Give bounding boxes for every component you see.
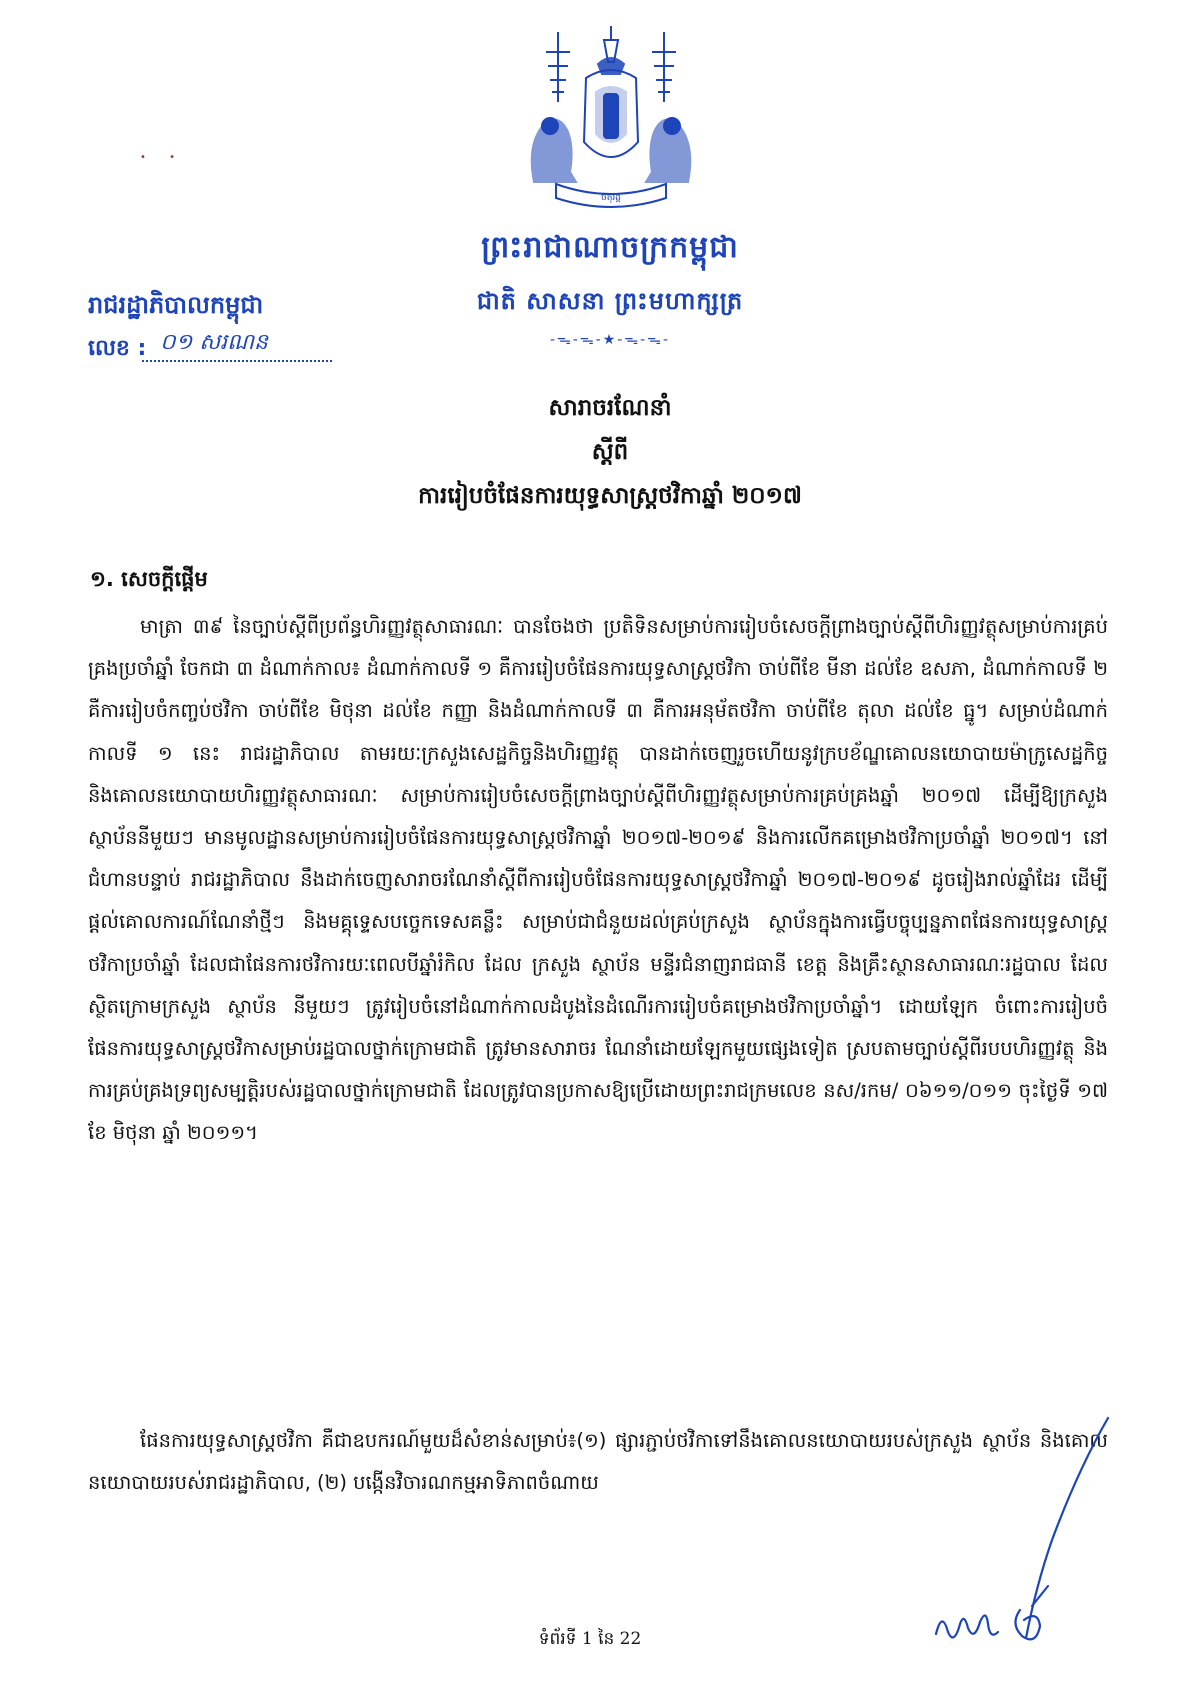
page-number: ទំព័រទី 1 នៃ 22 xyxy=(538,1629,642,1649)
stray-marks: • • xyxy=(140,152,185,163)
signature-icon xyxy=(928,1410,1113,1660)
paragraph: មាត្រា ៣៩ នៃច្បាប់ស្តីពីប្រព័ន្ធហិរញ្ញវត្ថុសាធារណៈ បានចែងថា ប្រតិទិនសម្រាប់ការរៀបចំសេចក្តីព្រាងច្បាប់ស្តីពីហិរញ្ញវត្ថុសម្រាប់ការគ្រប់គ្រងប្រចាំឆ្នាំ ចែកជា ៣ ដំណាក់កាល៖ ដំណាក់កាលទី ១ គឺការរៀបចំផែនការយុទ្ធសាស្ត្រថវិកា ចាប់ពីខែ មីនា ដល់ខែ ឧសភា, ដំណាក់កាលទី ២ គឺការរៀបចំកញ្ចប់ថវិកា ចាប់ពីខែ មិថុនា ដល់ខែ កញ្ញា និងដំណាក់កាលទី ៣ គឺការអនុម័តថវិកា ចាប់ពីខែ តុលា ដល់ខែ ធ្នូ។ សម្រាប់ដំណាក់កាលទី ១ នេះ រាជរដ្ឋាភិបាល តាមរយៈក្រសួងសេដ្ឋកិច្ចនិងហិរញ្ញវត្ថុ បានដាក់ចេញរួចហើយនូវក្របខ័ណ្ឌគោលនយោបាយម៉ាក្រូសេដ្ឋកិច្ច និងគោលនយោបាយហិរញ្ញវត្ថុសាធារណៈ សម្រាប់ការរៀបចំសេចក្តីព្រាងច្បាប់ស្តីពីហិរញ្ញវត្ថុសម្រាប់ការគ្រប់គ្រងឆ្នាំ ២០១៧ ដើម្បីឱ្យក្រសួង ស្ថាប័ននីមួយៗ មានមូលដ្ឋានសម្រាប់ការរៀបចំផែនការយុទ្ធសាស្ត្រថវិកាឆ្នាំ ២០១៧-២០១៩ និងការលើកគម្រោងថវិកាប្រចាំឆ្នាំ ២០១៧។ នៅជំហានបន្ទាប់ រាជរដ្ឋាភិបាល នឹងដាក់ចេញសារាចរណែនាំស្តីពីការរៀបចំផែនការយុទ្ធសាស្ត្រថវិកាឆ្នាំ ២០១៧-២០១៩ ដូចរៀងរាល់ឆ្នាំដែរ ដើម្បីផ្តល់គោលការណ៍ណែនាំថ្មីៗ និងមគ្គុទ្ទេសបច្ចេកទេសគន្លឹះ សម្រាប់ជាជំនួយដល់គ្រប់ក្រសួង ស្ថាប័នក្នុងការធ្វើបច្ចុប្បន្នភាពផែនការយុទ្ធសាស្ត្រថវិកាប្រចាំឆ្នាំ ដែលជាផែនការថវិការយៈពេលបីឆ្នាំរំកិល ដែល ក្រសួង ស្ថាប័ន មន្ទីរជំនាញរាជធានី ខេត្ត និងគ្រឹះស្ថានសាធារណៈរដ្ឋបាល ដែលស្ថិតក្រោមក្រសួង ស្ថាប័ន នីមួយៗ ត្រូវរៀបចំនៅដំណាក់កាលដំបូងនៃដំណើរការរៀបចំគម្រោងថវិកាប្រចាំឆ្នាំ។ ដោយឡែក ចំពោះការរៀបចំផែនការយុទ្ធសាស្ត្រថវិកាសម្រាប់រដ្ឋបាលថ្នាក់ក្រោមជាតិ ត្រូវមានសារាចរ ណែនាំដោយឡែកមួយផ្សេងទៀត ស្របតាមច្បាប់ស្តីពីរបបហិរញ្ញវត្ថុ និងការគ្រប់គ្រងទ្រព្យសម្បត្តិរបស់រដ្ឋបាលថ្នាក់ក្រោមជាតិ ដែលត្រូវបានប្រកាសឱ្យប្រើដោយព្រះរាជក្រមលេខ នស/រកម/ ០៦១១/០១១ ចុះថ្ងៃទី ១៧ ខែ មិថុនា ឆ្នាំ ២០១១។ xyxy=(88,615,1108,1145)
document-subject: ការរៀបចំផែនការយុទ្ធសាស្ត្រថវិកាឆ្នាំ ២០១៧ xyxy=(418,483,802,509)
emblem-banner-text: ចតុរង្គ xyxy=(601,193,621,203)
royal-emblem-icon xyxy=(516,22,706,212)
document-about: ស្តីពី xyxy=(591,439,629,465)
paragraph: ផែនការយុទ្ធសាស្ត្រថវិកា គឺជាឧបករណ៍មួយដ៏សំខាន់សម្រាប់៖(១) ផ្សារភ្ជាប់ថវិកាទៅនឹងគោលនយោបាយរបស់ក្រសួង ស្ថាប័ន និងគោលនយោបាយរបស់រាជរដ្ឋាភិបាល, (២) បង្កើនវិចារណកម្មអាទិភាពចំណាយ xyxy=(88,1429,1108,1495)
document-type: សារាចរណែនាំ xyxy=(548,395,672,421)
document-number-label: លេខ : xyxy=(88,336,147,361)
national-motto: ជាតិ សាសនា ព្រះមហាក្សត្រ xyxy=(476,287,744,315)
header-ornament: -ᯓ-ᯓ-★-ᯓ-ᯓ- xyxy=(549,332,671,348)
section-heading: ១. សេចក្តីផ្តើម xyxy=(90,567,208,591)
kingdom-title: ព្រះរាជាណាចក្រកម្ពុជា xyxy=(481,230,739,265)
document-number-value: ០១ សរណន xyxy=(160,330,268,355)
issuer-name: រាជរដ្ឋាភិបាលកម្ពុជា xyxy=(88,291,264,319)
